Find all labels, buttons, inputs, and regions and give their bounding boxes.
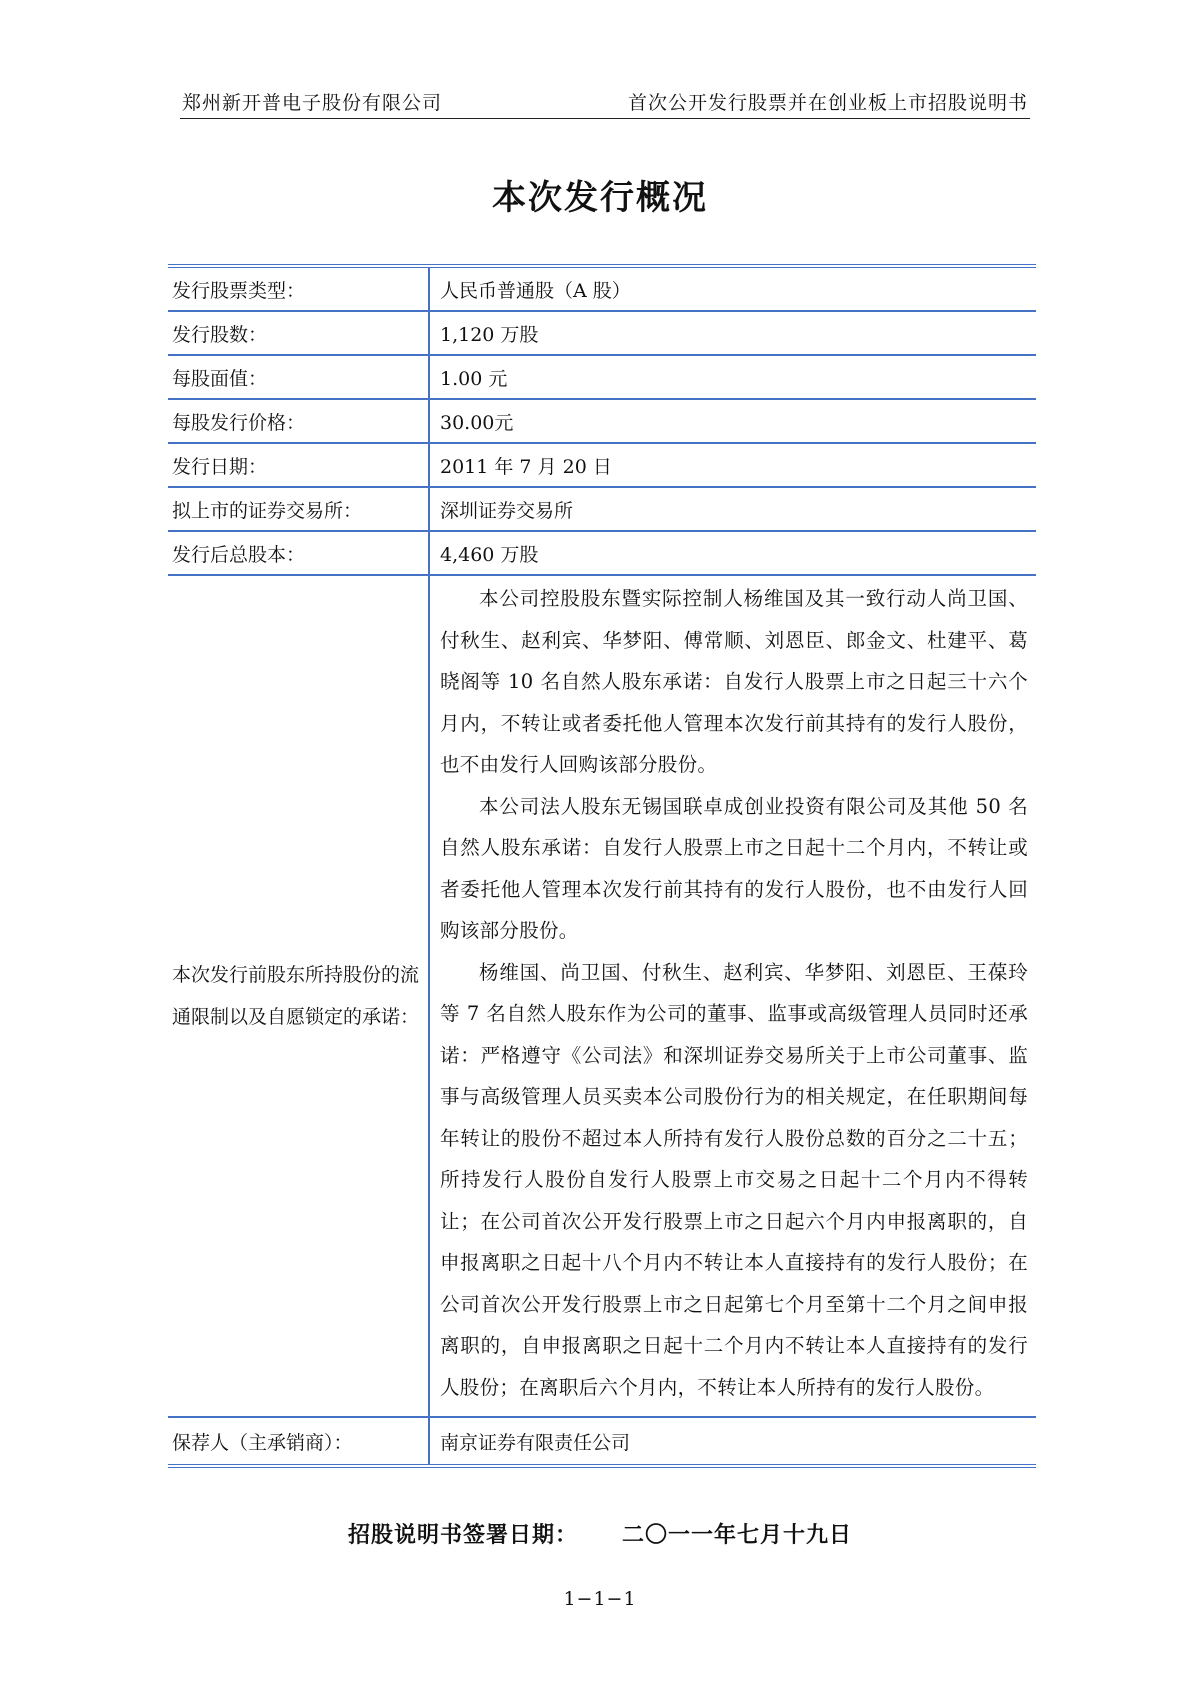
offering-summary-table <box>168 264 1036 1468</box>
row-label: 发行股票类型： <box>168 268 430 310</box>
row-label: 拟上市的证券交易所： <box>168 488 430 530</box>
header-company-name: 郑州新开普电子股份有限公司 <box>182 92 443 114</box>
table-row-total-shares <box>168 532 1036 576</box>
row-label: 保荐人（主承销商）： <box>168 1418 430 1464</box>
signing-date-value: 二〇一一年七月十九日 <box>622 1523 853 1548</box>
table-row-sponsor <box>168 1418 1036 1464</box>
table-row-issue-date <box>168 444 1036 488</box>
table-row-share-count <box>168 312 1036 356</box>
lockup-paragraph: 杨维国、尚卫国、付秋生、赵利宾、华梦阳、刘恩臣、王葆玲等 7 名自然人股东作为公司的董事、监事或高级管理人员同时还承诺：严格遵守《公司法》和深圳证券交易所关于上市公司董事、监事与高级管理人员买卖本公司股份行为的相关规定，在任职期间每年转让的股份不超过本人所持有发行人股份总数的百分之二十五；所持发行人股份自发行人股票上市交易之日起十二个月内不得转让；在公司首次公开发行股票上市之日起六个月内申报离职的，自申报离职之日起十八个月内不转让本人直接持有的发行人股份；在公司首次公开发行股票上市之日起第七个月至第十二个月之间申报离职的，自申报离职之日起十二个月内不转让本人直接持有的发行人股份；在离职后六个月内，不转让本人所持有的发行人股份。 <box>440 960 1028 1399</box>
row-label: 本次发行前股东所持股份的流通限制以及自愿锁定的承诺： <box>168 576 430 1416</box>
row-value: 深圳证券交易所 <box>440 499 574 522</box>
row-value: 4,460 万股 <box>440 543 539 566</box>
page-title: 本次发行概况 <box>492 178 708 218</box>
row-label: 每股发行价格： <box>168 400 430 442</box>
signing-date-label: 招股说明书签署日期： <box>347 1523 578 1548</box>
row-value: 2011 年 7 月 20 日 <box>440 455 612 478</box>
table-row-exchange <box>168 488 1036 532</box>
page-number: 1−1−1 <box>563 1588 637 1610</box>
table-row-issue-price <box>168 400 1036 444</box>
row-label: 发行日期： <box>168 444 430 486</box>
row-value: 30.00元 <box>440 411 514 434</box>
table-row-lockup-commitments <box>168 576 1036 1418</box>
row-label: 发行股数： <box>168 312 430 354</box>
row-value: 南京证券有限责任公司 <box>440 1431 631 1454</box>
lockup-paragraph: 本公司控股股东暨实际控制人杨维国及其一致行动人尚卫国、付秋生、赵利宾、华梦阳、傅常顺、刘恩臣、郎金文、杜建平、葛晓阁等 10 名自然人股东承诺：自发行人股票上市之日起三十六个月内，不转让或者委托他人管理本次发行前其持有的发行人股份，也不由发行人回购该部分股份。 <box>440 587 1028 776</box>
table-row-par-value <box>168 356 1036 400</box>
row-value: 1,120 万股 <box>440 323 539 346</box>
row-value: 人民币普通股（A 股） <box>440 279 631 302</box>
header-document-name: 首次公开发行股票并在创业板上市招股说明书 <box>627 92 1028 114</box>
row-value <box>430 576 1036 1416</box>
signing-date-line <box>0 1518 1200 1549</box>
lockup-paragraph: 本公司法人股东无锡国联卓成创业投资有限公司及其他 50 名自然人股东承诺：自发行人股票上市之日起十二个月内，不转让或者委托他人管理本次发行前其持有的发行人股份，也不由发行人回购该部分股份。 <box>440 794 1028 942</box>
table-row-stock-type <box>168 268 1036 312</box>
row-value: 1.00 元 <box>440 367 508 390</box>
row-label: 发行后总股本： <box>168 532 430 574</box>
page-header <box>180 86 1030 119</box>
row-label: 每股面值： <box>168 356 430 398</box>
